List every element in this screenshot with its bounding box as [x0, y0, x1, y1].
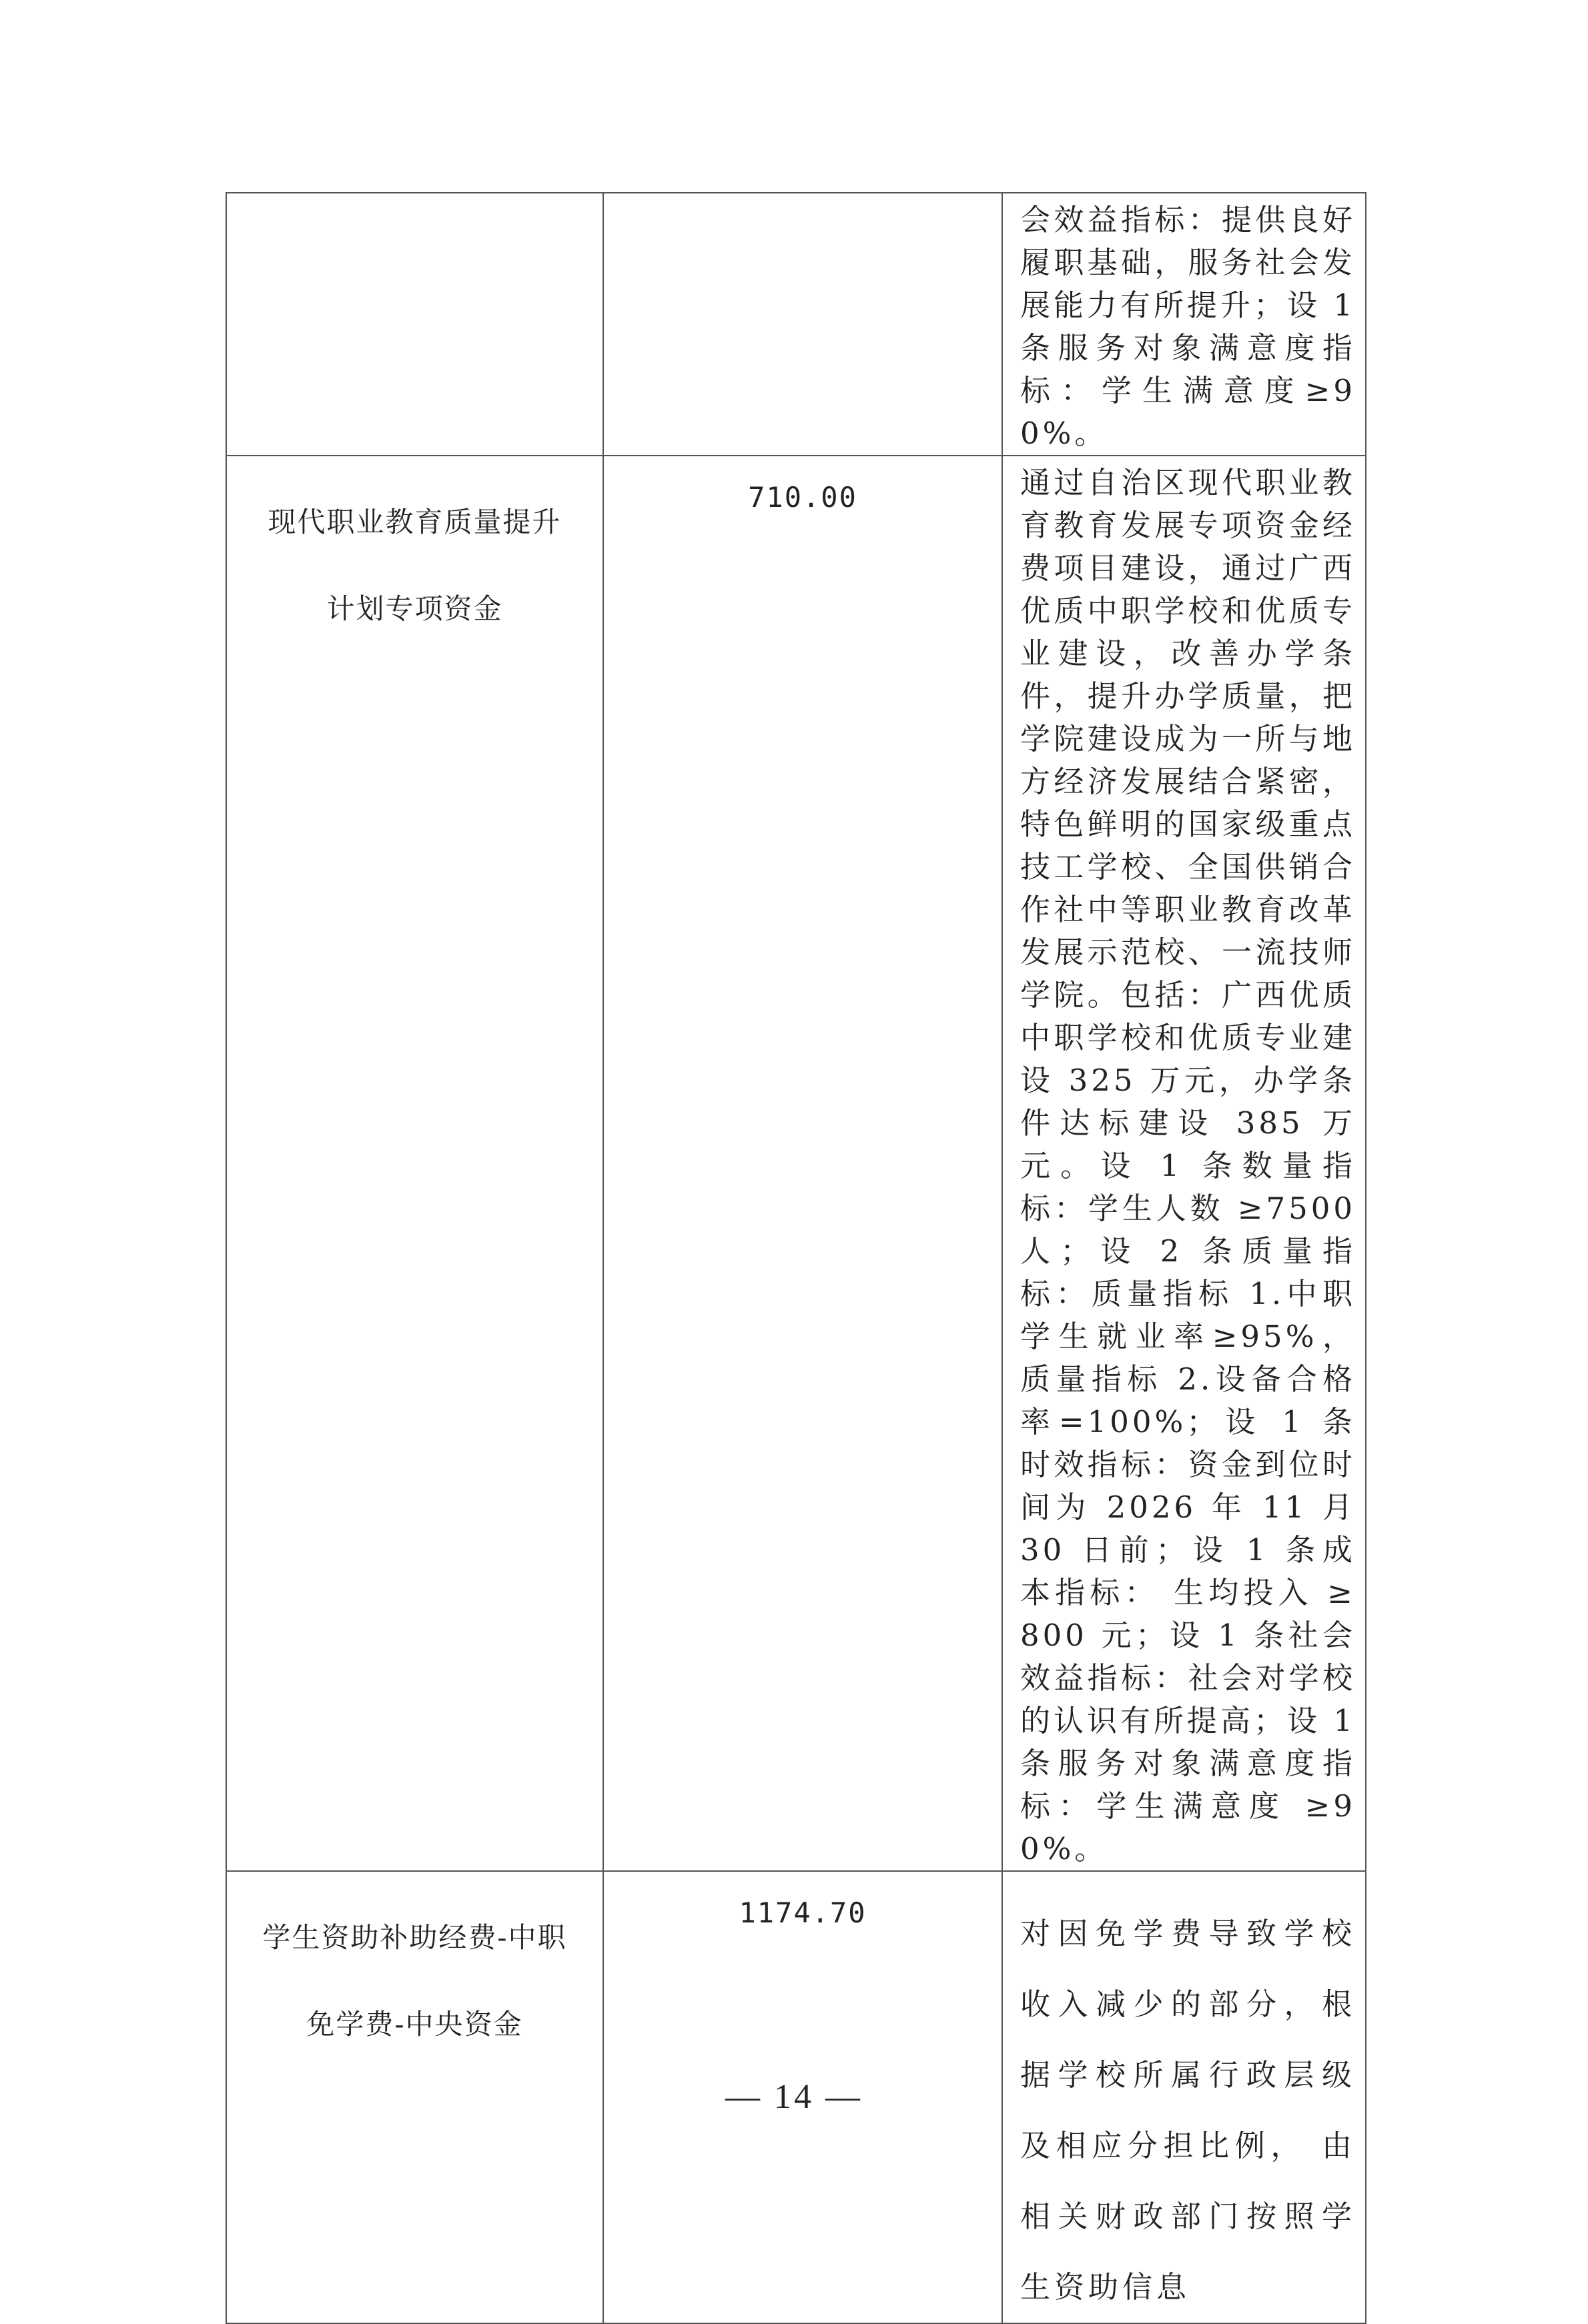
description-text: 对因免学费导致学校收入减少的部分，根据学校所属行政层级及相应分担比例， 由相关财政部门按照学生资助信息 [1020, 1916, 1356, 2305]
project-name [227, 1872, 603, 2068]
description-cell [1002, 456, 1369, 1871]
amount-value: 1174.70 [739, 1896, 867, 1929]
project-name-cell [226, 456, 603, 1871]
description-cell [1002, 193, 1369, 456]
project-name-line: 现代职业教育质量提升 [268, 506, 562, 538]
table-row [226, 193, 1366, 456]
project-name [227, 456, 603, 652]
page-number: — 14 — [725, 2078, 863, 2116]
budget-table [226, 192, 1369, 2324]
description-text: 会效益指标：提供良好履职基础，服务社会发展能力有所提升；设 1 条服务对象满意度指标：学生满意度≥90%。 [1020, 202, 1369, 451]
description-text: 通过自治区现代职业教育教育发展专项资金经费项目建设，通过广西优质中职学校和优质专业建设，改善办学条件，提升办学质量，把学院建设成为一所与地方经济发展结合紧密，特色鲜明的国家级重点技工学校、全国供销合作社中等职业教育改革发展示范校、一流技师学院。包括：广西优质中职学校和优质专业建设 325 万元，办学条件达标建设 385 万元。设 1 条数量指标：学生人数 ≥7500 人；设 2 条质量指标：质量指标 1.中职学生就业率≥95%，质量指标 2.设备合格率=100%；设 1 条时效指标：资金到位时间为 2026 年 11 月 30 日前；设 1 条成本指标： 生均投入 ≥800 元；设 1 条社会效益指标：社会对学校的认识有所提高；设 1 条服务对象满意度指标：学生满意度 ≥90%。 [1020, 465, 1369, 1866]
project-name-line: 学生资助补助经费-中职 [262, 1921, 567, 1954]
amount-value: 710.00 [748, 481, 857, 514]
amount-cell [603, 456, 1002, 1871]
table-row [226, 456, 1366, 1871]
amount-cell [603, 193, 1002, 456]
project-name-line: 计划专项资金 [326, 592, 503, 625]
project-name-cell [226, 193, 603, 456]
project-name-line: 免学费-中央资金 [306, 2008, 523, 2041]
